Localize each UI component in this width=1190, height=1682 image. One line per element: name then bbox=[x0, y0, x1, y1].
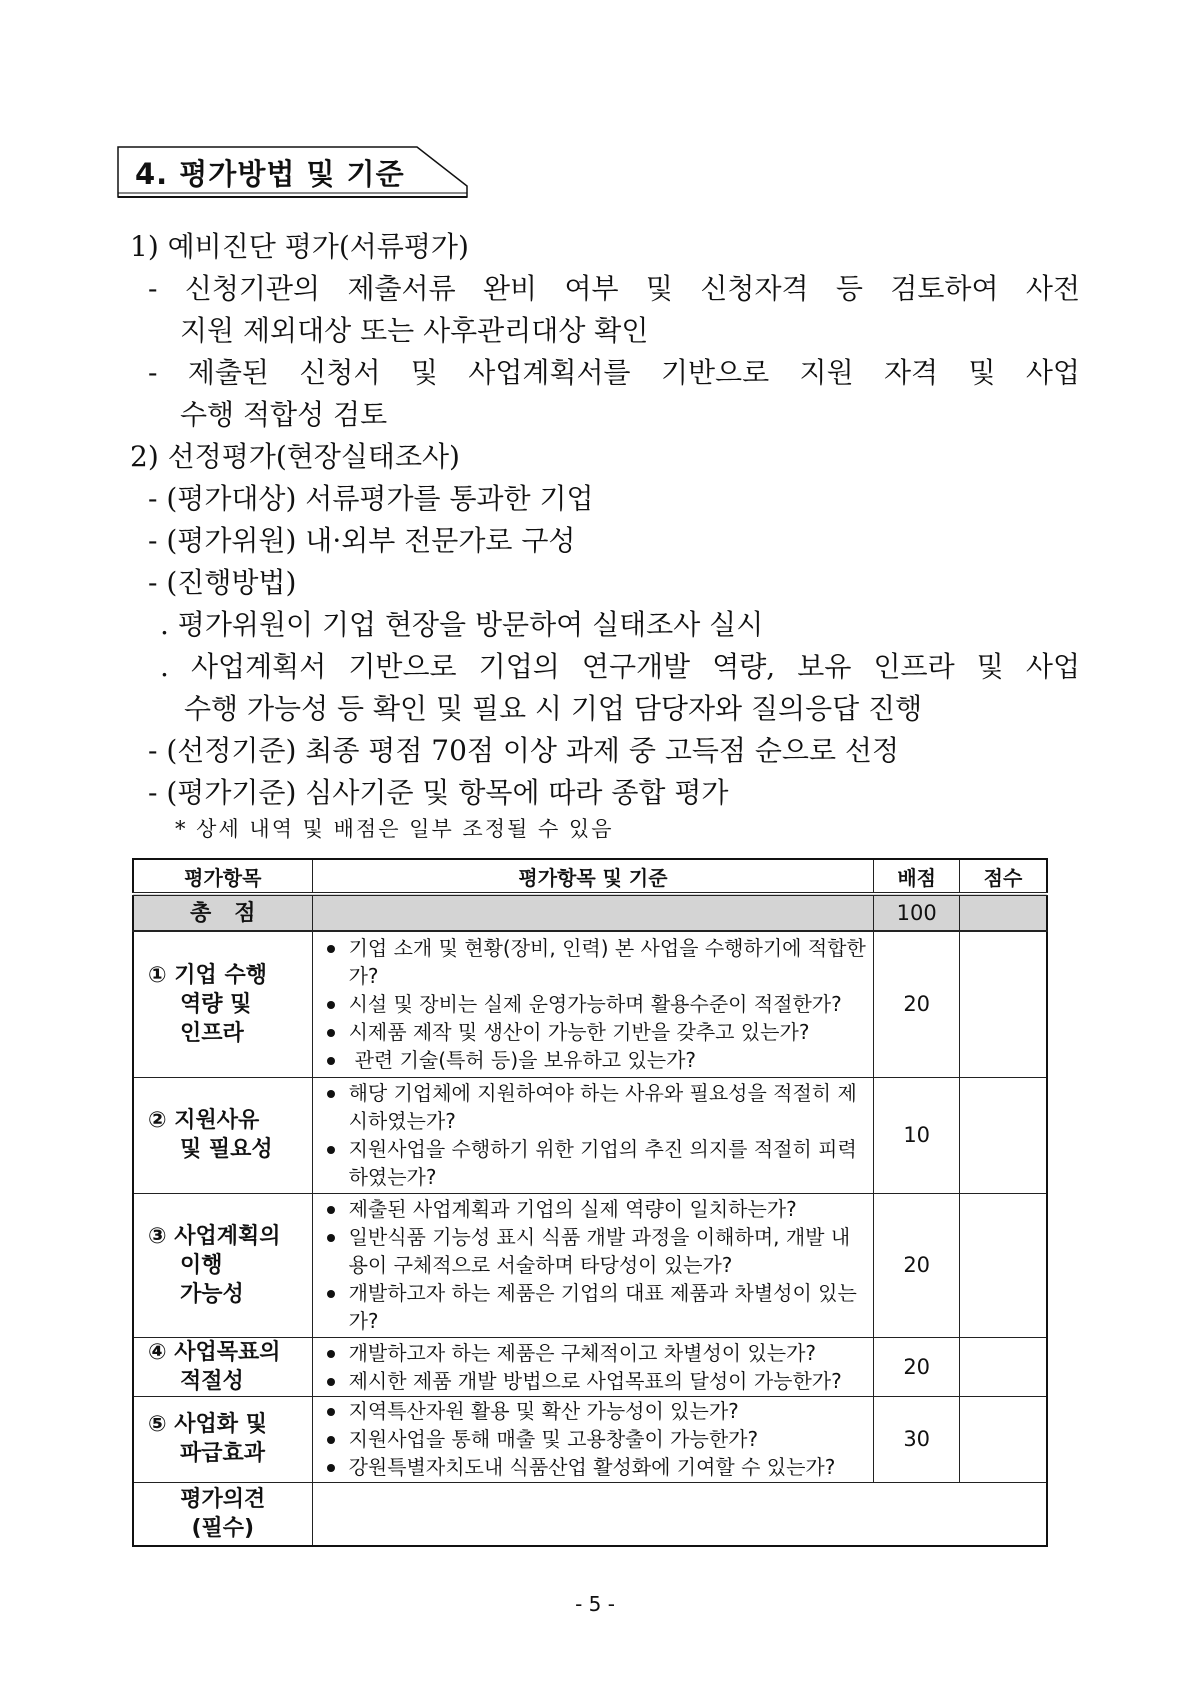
bullet-line: - (평가위원) 내·외부 전문가로 구성 bbox=[148, 524, 576, 557]
page-number: - 5 - bbox=[575, 1592, 615, 1616]
criteria-cell bbox=[312, 1337, 874, 1396]
sub-bullet-continuation: 수행 가능성 등 확인 및 필요 시 기업 담당자와 질의응답 진행 bbox=[184, 692, 923, 725]
bullet-dot-icon bbox=[327, 1290, 335, 1298]
criteria-cell bbox=[312, 1077, 874, 1193]
category-cell: ② 지원사유 및 필요성 bbox=[133, 1077, 312, 1193]
score-cell bbox=[960, 1337, 1048, 1396]
criterion: 개발하고자 하는 제품은 구체적이고 차별성이 있는가? bbox=[327, 1339, 868, 1367]
total-points: 100 bbox=[874, 894, 960, 931]
bullet-dot-icon bbox=[327, 1057, 335, 1065]
table-row bbox=[133, 1193, 1047, 1337]
bullet-dot-icon bbox=[327, 1090, 335, 1098]
header-points: 배점 bbox=[874, 859, 960, 894]
score-cell bbox=[960, 1077, 1048, 1193]
header-score: 점수 bbox=[960, 859, 1048, 894]
criteria-cell bbox=[312, 931, 874, 1077]
header-item: 평가항목 bbox=[133, 859, 312, 894]
bullet-dot-icon bbox=[327, 1234, 335, 1242]
points-cell: 10 bbox=[874, 1077, 960, 1193]
score-cell bbox=[960, 931, 1048, 1077]
category-cell: ④ 사업목표의 적절성 bbox=[133, 1337, 312, 1396]
total-row bbox=[133, 894, 1047, 931]
bullet-dot-icon bbox=[327, 1408, 335, 1416]
criteria-cell bbox=[312, 1396, 874, 1482]
table-row bbox=[133, 1396, 1047, 1482]
sub-bullet-line: . 사업계획서 기반으로 기업의 연구개발 역량, 보유 인프라 및 사업 bbox=[160, 650, 1080, 683]
total-score-cell bbox=[960, 894, 1048, 931]
bullet-continuation: 지원 제외대상 또는 사후관리대상 확인 bbox=[180, 314, 649, 347]
bullet-line: - (평가대상) 서류평가를 통과한 기업 bbox=[148, 482, 594, 515]
total-criteria-cell bbox=[312, 894, 874, 931]
points-cell: 20 bbox=[874, 931, 960, 1077]
points-cell: 20 bbox=[874, 1193, 960, 1337]
criterion: 지원사업을 수행하기 위한 기업의 추진 의지를 적절히 피력하였는가? bbox=[327, 1135, 868, 1191]
body-text bbox=[130, 226, 1080, 844]
bullet-continuation: 수행 적합성 검토 bbox=[180, 398, 388, 431]
opinion-input[interactable] bbox=[312, 1482, 1047, 1546]
bullet-dot-icon bbox=[327, 1350, 335, 1358]
criterion: 일반식품 기능성 표시 식품 개발 과정을 이해하며, 개발 내용이 구체적으로 서술하며 타당성이 있는가? bbox=[327, 1223, 868, 1279]
criterion: 시설 및 장비는 실제 운영가능하며 활용수준이 적절한가? bbox=[327, 990, 868, 1018]
criterion: 지역특산자원 활용 및 확산 가능성이 있는가? bbox=[327, 1397, 868, 1425]
criteria-cell bbox=[312, 1193, 874, 1337]
points-cell: 20 bbox=[874, 1337, 960, 1396]
section-title: 4. 평가방법 및 기준 bbox=[135, 157, 405, 191]
table-row bbox=[133, 1337, 1047, 1396]
total-label: 총 점 bbox=[133, 894, 312, 931]
bullet-line: - 신청기관의 제출서류 완비 여부 및 신청자격 등 검토하여 사전 bbox=[148, 272, 1080, 305]
opinion-label: 평가의견 (필수) bbox=[133, 1482, 312, 1546]
note: * 상세 내역 및 배점은 일부 조정될 수 있음 bbox=[175, 817, 614, 841]
paragraph-heading: 2) 선정평가(현장실태조사) bbox=[130, 440, 460, 473]
bullet-dot-icon bbox=[327, 1001, 335, 1009]
criterion: 개발하고자 하는 제품은 기업의 대표 제품과 차별성이 있는가? bbox=[327, 1279, 868, 1335]
bullet-dot-icon bbox=[327, 945, 335, 953]
criterion: 제시한 제품 개발 방법으로 사업목표의 달성이 가능한가? bbox=[327, 1367, 868, 1395]
criterion: 관련 기술(특허 등)을 보유하고 있는가? bbox=[327, 1046, 868, 1074]
bullet-line: - (평가기준) 심사기준 및 항목에 따라 종합 평가 bbox=[148, 776, 729, 809]
criterion: 해당 기업체에 지원하여야 하는 사유와 필요성을 적절히 제시하였는가? bbox=[327, 1079, 868, 1135]
table-row bbox=[133, 931, 1047, 1077]
paragraph-heading: 1) 예비진단 평가(서류평가) bbox=[130, 230, 469, 263]
header-criteria: 평가항목 및 기준 bbox=[312, 859, 874, 894]
bullet-dot-icon bbox=[327, 1464, 335, 1472]
bullet-dot-icon bbox=[327, 1378, 335, 1386]
category-cell: ③ 사업계획의 이행 가능성 bbox=[133, 1193, 312, 1337]
evaluation-table bbox=[132, 858, 1048, 1547]
criterion: 강원특별자치도내 식품산업 활성화에 기여할 수 있는가? bbox=[327, 1453, 868, 1481]
criterion: 기업 소개 및 현황(장비, 인력) 본 사업을 수행하기에 적합한가? bbox=[327, 934, 868, 990]
score-cell bbox=[960, 1396, 1048, 1482]
bullet-line: - (선정기준) 최종 평점 70점 이상 과제 중 고득점 순으로 선정 bbox=[148, 734, 899, 767]
bullet-dot-icon bbox=[327, 1436, 335, 1444]
table-row bbox=[133, 1077, 1047, 1193]
table-header-row bbox=[133, 859, 1047, 894]
criterion: 시제품 제작 및 생산이 가능한 기반을 갖추고 있는가? bbox=[327, 1018, 868, 1046]
criterion: 제출된 사업계획과 기업의 실제 역량이 일치하는가? bbox=[327, 1195, 868, 1223]
sub-bullet-line: . 평가위원이 기업 현장을 방문하여 실태조사 실시 bbox=[160, 608, 764, 641]
category-cell: ⑤ 사업화 및 파급효과 bbox=[133, 1396, 312, 1482]
category-cell: ① 기업 수행 역량 및 인프라 bbox=[133, 931, 312, 1077]
bullet-dot-icon bbox=[327, 1146, 335, 1154]
bullet-dot-icon bbox=[327, 1029, 335, 1037]
bullet-line: - (진행방법) bbox=[148, 566, 297, 599]
bullet-line: - 제출된 신청서 및 사업계획서를 기반으로 지원 자격 및 사업 bbox=[148, 356, 1080, 389]
score-cell bbox=[960, 1193, 1048, 1337]
bullet-dot-icon bbox=[327, 1206, 335, 1214]
points-cell: 30 bbox=[874, 1396, 960, 1482]
criterion: 지원사업을 통해 매출 및 고용창출이 가능한가? bbox=[327, 1425, 868, 1453]
section-heading bbox=[117, 146, 469, 198]
opinion-row bbox=[133, 1482, 1047, 1546]
